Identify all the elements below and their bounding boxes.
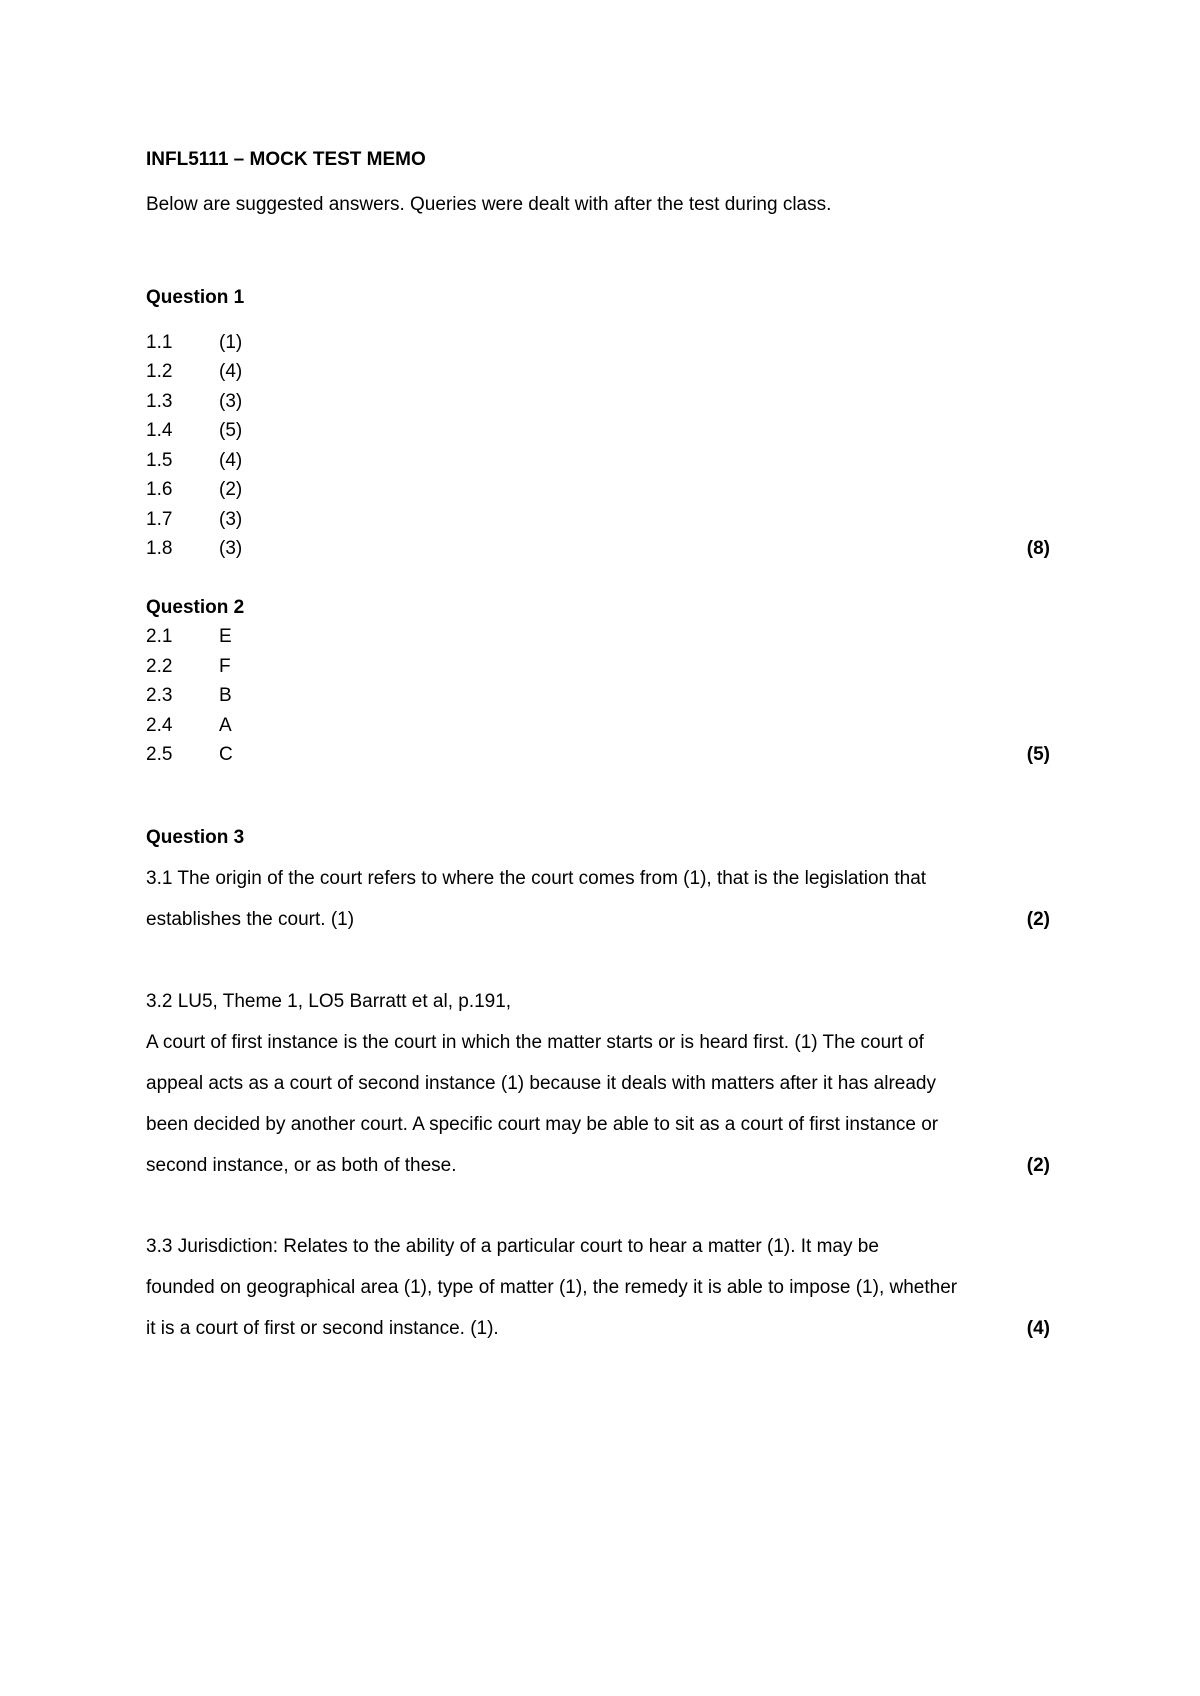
item-number: 1.3 [146,391,173,412]
question-2-total: (5) [1026,744,1050,765]
item-number: 1.1 [146,332,173,353]
intro-text: Below are suggested answers. Queries were dealt with after the test during class. [146,194,832,215]
question-1-total: (8) [1026,538,1050,559]
document-title: INFL5111 – MOCK TEST MEMO [146,149,426,170]
item-number: 1.5 [146,450,173,471]
item-answer: (4) [219,361,243,382]
item-answer: (3) [219,391,243,412]
question-2-heading: Question 2 [146,597,245,618]
question-1-heading: Question 1 [146,287,245,308]
answer-3-3-line-3: it is a court of first or second instance. (1). [146,1318,499,1339]
item-answer: B [219,685,232,706]
item-number: 2.1 [146,626,173,647]
item-answer: (1) [219,332,243,353]
answer-3-2-reference: 3.2 LU5, Theme 1, LO5 Barratt et al, p.191, [146,991,512,1012]
item-answer: A [219,715,232,736]
item-answer: (4) [219,450,243,471]
item-answer: E [219,626,232,647]
item-number: 1.2 [146,361,173,382]
item-number: 2.5 [146,744,173,765]
answer-3-1-mark: (2) [1026,909,1050,930]
item-number: 1.8 [146,538,173,559]
item-answer: F [219,656,231,677]
answer-3-3-line-2: founded on geographical area (1), type of matter (1), the remedy it is able to impose (1), whether [146,1277,958,1298]
item-answer: (5) [219,420,243,441]
item-number: 1.4 [146,420,173,441]
question-3-heading: Question 3 [146,827,245,848]
item-answer: C [219,744,233,765]
answer-3-2-mark: (2) [1026,1155,1050,1176]
answer-3-2-line-3: been decided by another court. A specific court may be able to sit as a court of first instance or [146,1114,939,1135]
item-answer: (3) [219,538,243,559]
answer-3-2-line-4: second instance, or as both of these. [146,1155,457,1176]
item-number: 2.3 [146,685,173,706]
answer-3-3-mark: (4) [1026,1318,1050,1339]
answer-3-1-line-1: 3.1 The origin of the court refers to where the court comes from (1), that is the legislation that [146,868,927,889]
item-number: 1.7 [146,509,173,530]
answer-3-2-line-1: A court of first instance is the court in which the matter starts or is heard first. (1) The court of [146,1032,924,1053]
answer-3-2-line-2: appeal acts as a court of second instance (1) because it deals with matters after it has already [146,1073,936,1094]
item-answer: (2) [219,479,243,500]
item-number: 2.4 [146,715,173,736]
answer-3-1-line-2: establishes the court. (1) [146,909,355,930]
answer-3-3-line-1: 3.3 Jurisdiction: Relates to the ability of a particular court to hear a matter (1). It may be [146,1236,879,1257]
item-answer: (3) [219,509,243,530]
item-number: 1.6 [146,479,173,500]
item-number: 2.2 [146,656,173,677]
